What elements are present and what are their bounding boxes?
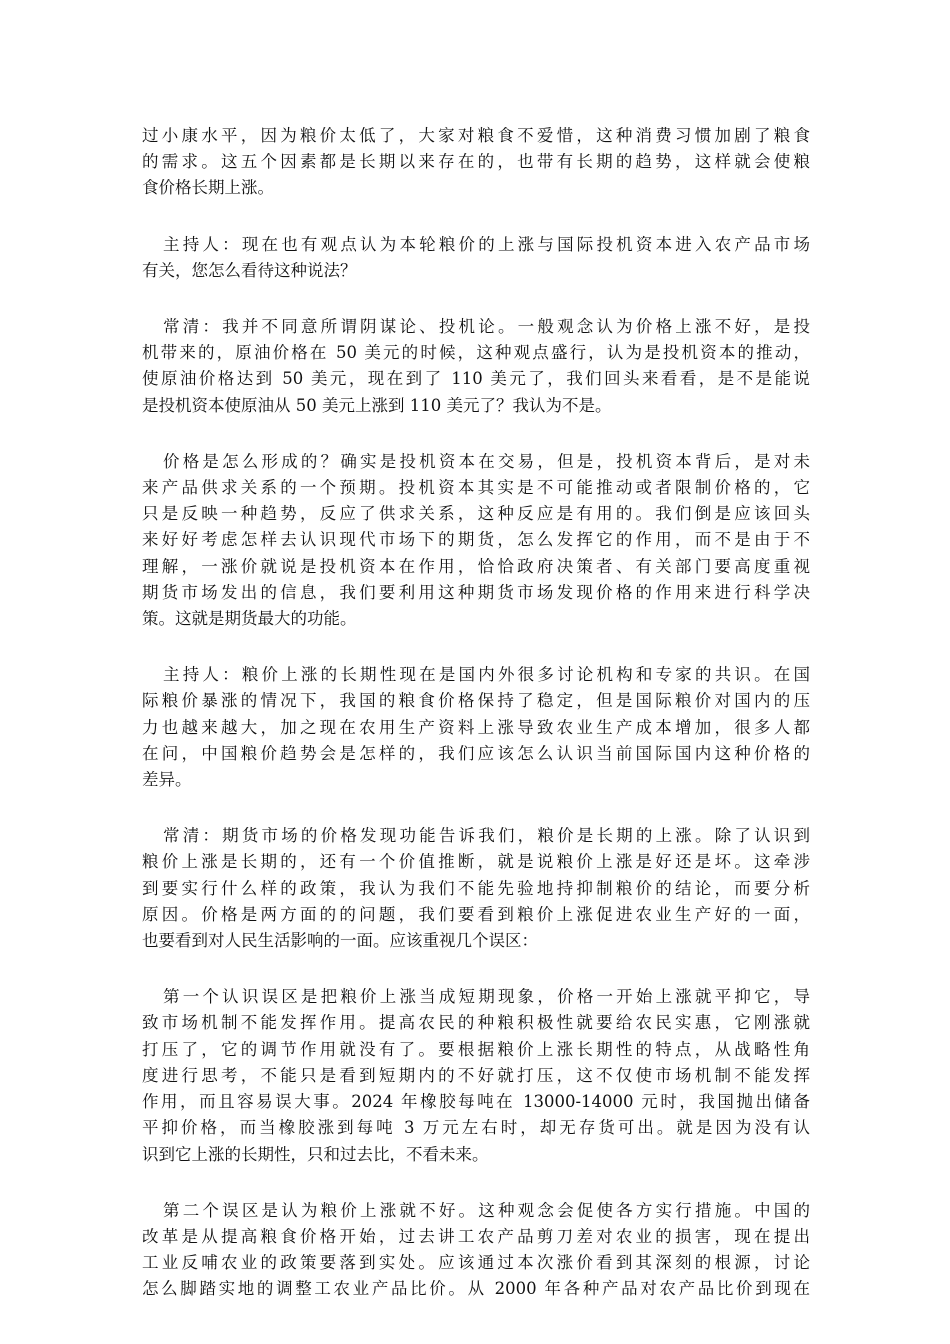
text-line: 来好好考虑怎样去认识现代市场下的期货，怎么发挥它的作用，而不是由于不 bbox=[142, 530, 810, 550]
text-line: 粮价上涨是长期的，还有一个价值推断，就是说粮价上涨是好还是坏。这牵涉 bbox=[142, 852, 810, 872]
text-line: 怎么脚踏实地的调整工农业产品比价。从 2000 年各种产品对农产品比价到现在 bbox=[142, 1279, 810, 1299]
text-line: 第二个误区是认为粮价上涨就不好。这种观念会促使各方实行措施。中国的 bbox=[163, 1200, 810, 1220]
paragraph-4 bbox=[142, 449, 810, 632]
text-line: 食价格长期上涨。 bbox=[142, 178, 274, 198]
text-line: 过小康水平，因为粮价太低了，大家对粮食不爱惜，这种消费习惯加剧了粮食 bbox=[142, 126, 810, 145]
text-line: 理解，一涨价就说是投机资本在作用，恰恰政府决策者、有关部门要高度重视 bbox=[142, 556, 810, 576]
paragraph-7 bbox=[142, 984, 810, 1167]
text-line: 常清：我并不同意所谓阴谋论、投机论。一般观念认为价格上涨不好，是投 bbox=[163, 317, 810, 337]
text-line: 第一个认识误区是把粮价上涨当成短期现象，价格一开始上涨就平抑它，导 bbox=[163, 987, 810, 1007]
text-line: 来产品供求关系的一个预期。投机资本其实是不可能推动或者限制价格的，它 bbox=[142, 478, 810, 498]
text-line: 原因。价格是两方面的的问题，我们要看到粮价上涨促进农业生产好的一面， bbox=[142, 904, 810, 924]
text-line: 期货市场发出的信息，我们要利用这种期货市场发现价格的作用来进行科学决 bbox=[142, 582, 810, 602]
paragraph-6 bbox=[142, 823, 810, 954]
text-line: 差异。 bbox=[142, 770, 192, 790]
paragraph-3 bbox=[142, 314, 810, 419]
text-line: 只是反映一种趋势，反应了供求关系，这种反应是有用的。我们倒是应该回头 bbox=[142, 504, 810, 524]
text-line: 有关，您怎么看待这种说法？ bbox=[142, 260, 357, 280]
text-line: 也要看到对人民生活影响的一面。应该重视几个误区： bbox=[142, 931, 538, 951]
text-line: 作用，而且容易误大事。2024 年橡胶每吨在 13000-14000 元时，我国抛出储备 bbox=[142, 1092, 810, 1112]
text-line: 机带来的，原油价格在 50 美元的时候，这种观点盛行，认为是投机资本的推动， bbox=[142, 343, 810, 363]
text-line: 的需求。这五个因素都是长期以来存在的，也带有长期的趋势，这样就会使粮 bbox=[142, 152, 810, 172]
text-line: 致市场机制不能发挥作用。提高农民的种粮积极性就要给农民实惠，它刚涨就 bbox=[142, 1013, 810, 1033]
text-line: 常清：期货市场的价格发现功能告诉我们，粮价是长期的上涨。除了认识到 bbox=[163, 826, 810, 846]
text-line: 工业反哺农业的政策要落到实处。应该通过本次涨价看到其深刻的根源，讨论 bbox=[142, 1253, 810, 1273]
text-line: 度进行思考，不能只是看到短期内的不好就打压，这不仅使市场机制不能发挥 bbox=[142, 1065, 810, 1085]
text-line: 主持人：粮价上涨的长期性现在是国内外很多讨论机构和专家的共识。在国 bbox=[163, 665, 810, 685]
text-line: 价格是怎么形成的？确实是投机资本在交易，但是，投机资本背后，是对未 bbox=[163, 451, 810, 471]
paragraph-2 bbox=[142, 232, 810, 284]
text-line: 使原油价格达到 50 美元，现在到了 110 美元了，我们回头来看看，是不是能说 bbox=[142, 369, 810, 389]
text-line: 是投机资本使原油从 50 美元上涨到 110 美元了？我认为不是。 bbox=[142, 395, 612, 415]
text-line: 际粮价暴涨的情况下，我国的粮食价格保持了稳定，但是国际粮价对国内的压 bbox=[142, 691, 810, 711]
paragraph-8 bbox=[142, 1198, 810, 1303]
text-line: 在问，中国粮价趋势会是怎样的，我们应该怎么认识当前国际国内这种价格的 bbox=[142, 743, 810, 763]
text-line: 打压了，它的调节作用就没有了。要根据粮价上涨长期性的特点，从战略性角 bbox=[142, 1039, 810, 1059]
text-line: 到要实行什么样的政策，我认为我们不能先验地持抑制粮价的结论，而要分析 bbox=[142, 878, 810, 898]
paragraph-5 bbox=[142, 662, 810, 793]
text-line: 力也越来越大，加之现在农用生产资料上涨导致农业生产成本增加，很多人都 bbox=[142, 717, 810, 737]
text-line: 主持人：现在也有观点认为本轮粮价的上涨与国际投机资本进入农产品市场 bbox=[163, 234, 810, 254]
document-page bbox=[142, 123, 810, 1333]
text-line: 策。这就是期货最大的功能。 bbox=[142, 609, 357, 629]
text-line: 改革是从提高粮食价格开始，过去讲工农产品剪刀差对农业的损害，现在提出 bbox=[142, 1226, 810, 1246]
text-line: 平抑价格，而当橡胶涨到每吨 3 万元左右时，却无存货可出。就是因为没有认 bbox=[142, 1118, 810, 1138]
text-line: 识到它上涨的长期性，只和过去比，不看未来。 bbox=[142, 1144, 489, 1164]
paragraph-1 bbox=[142, 123, 810, 202]
